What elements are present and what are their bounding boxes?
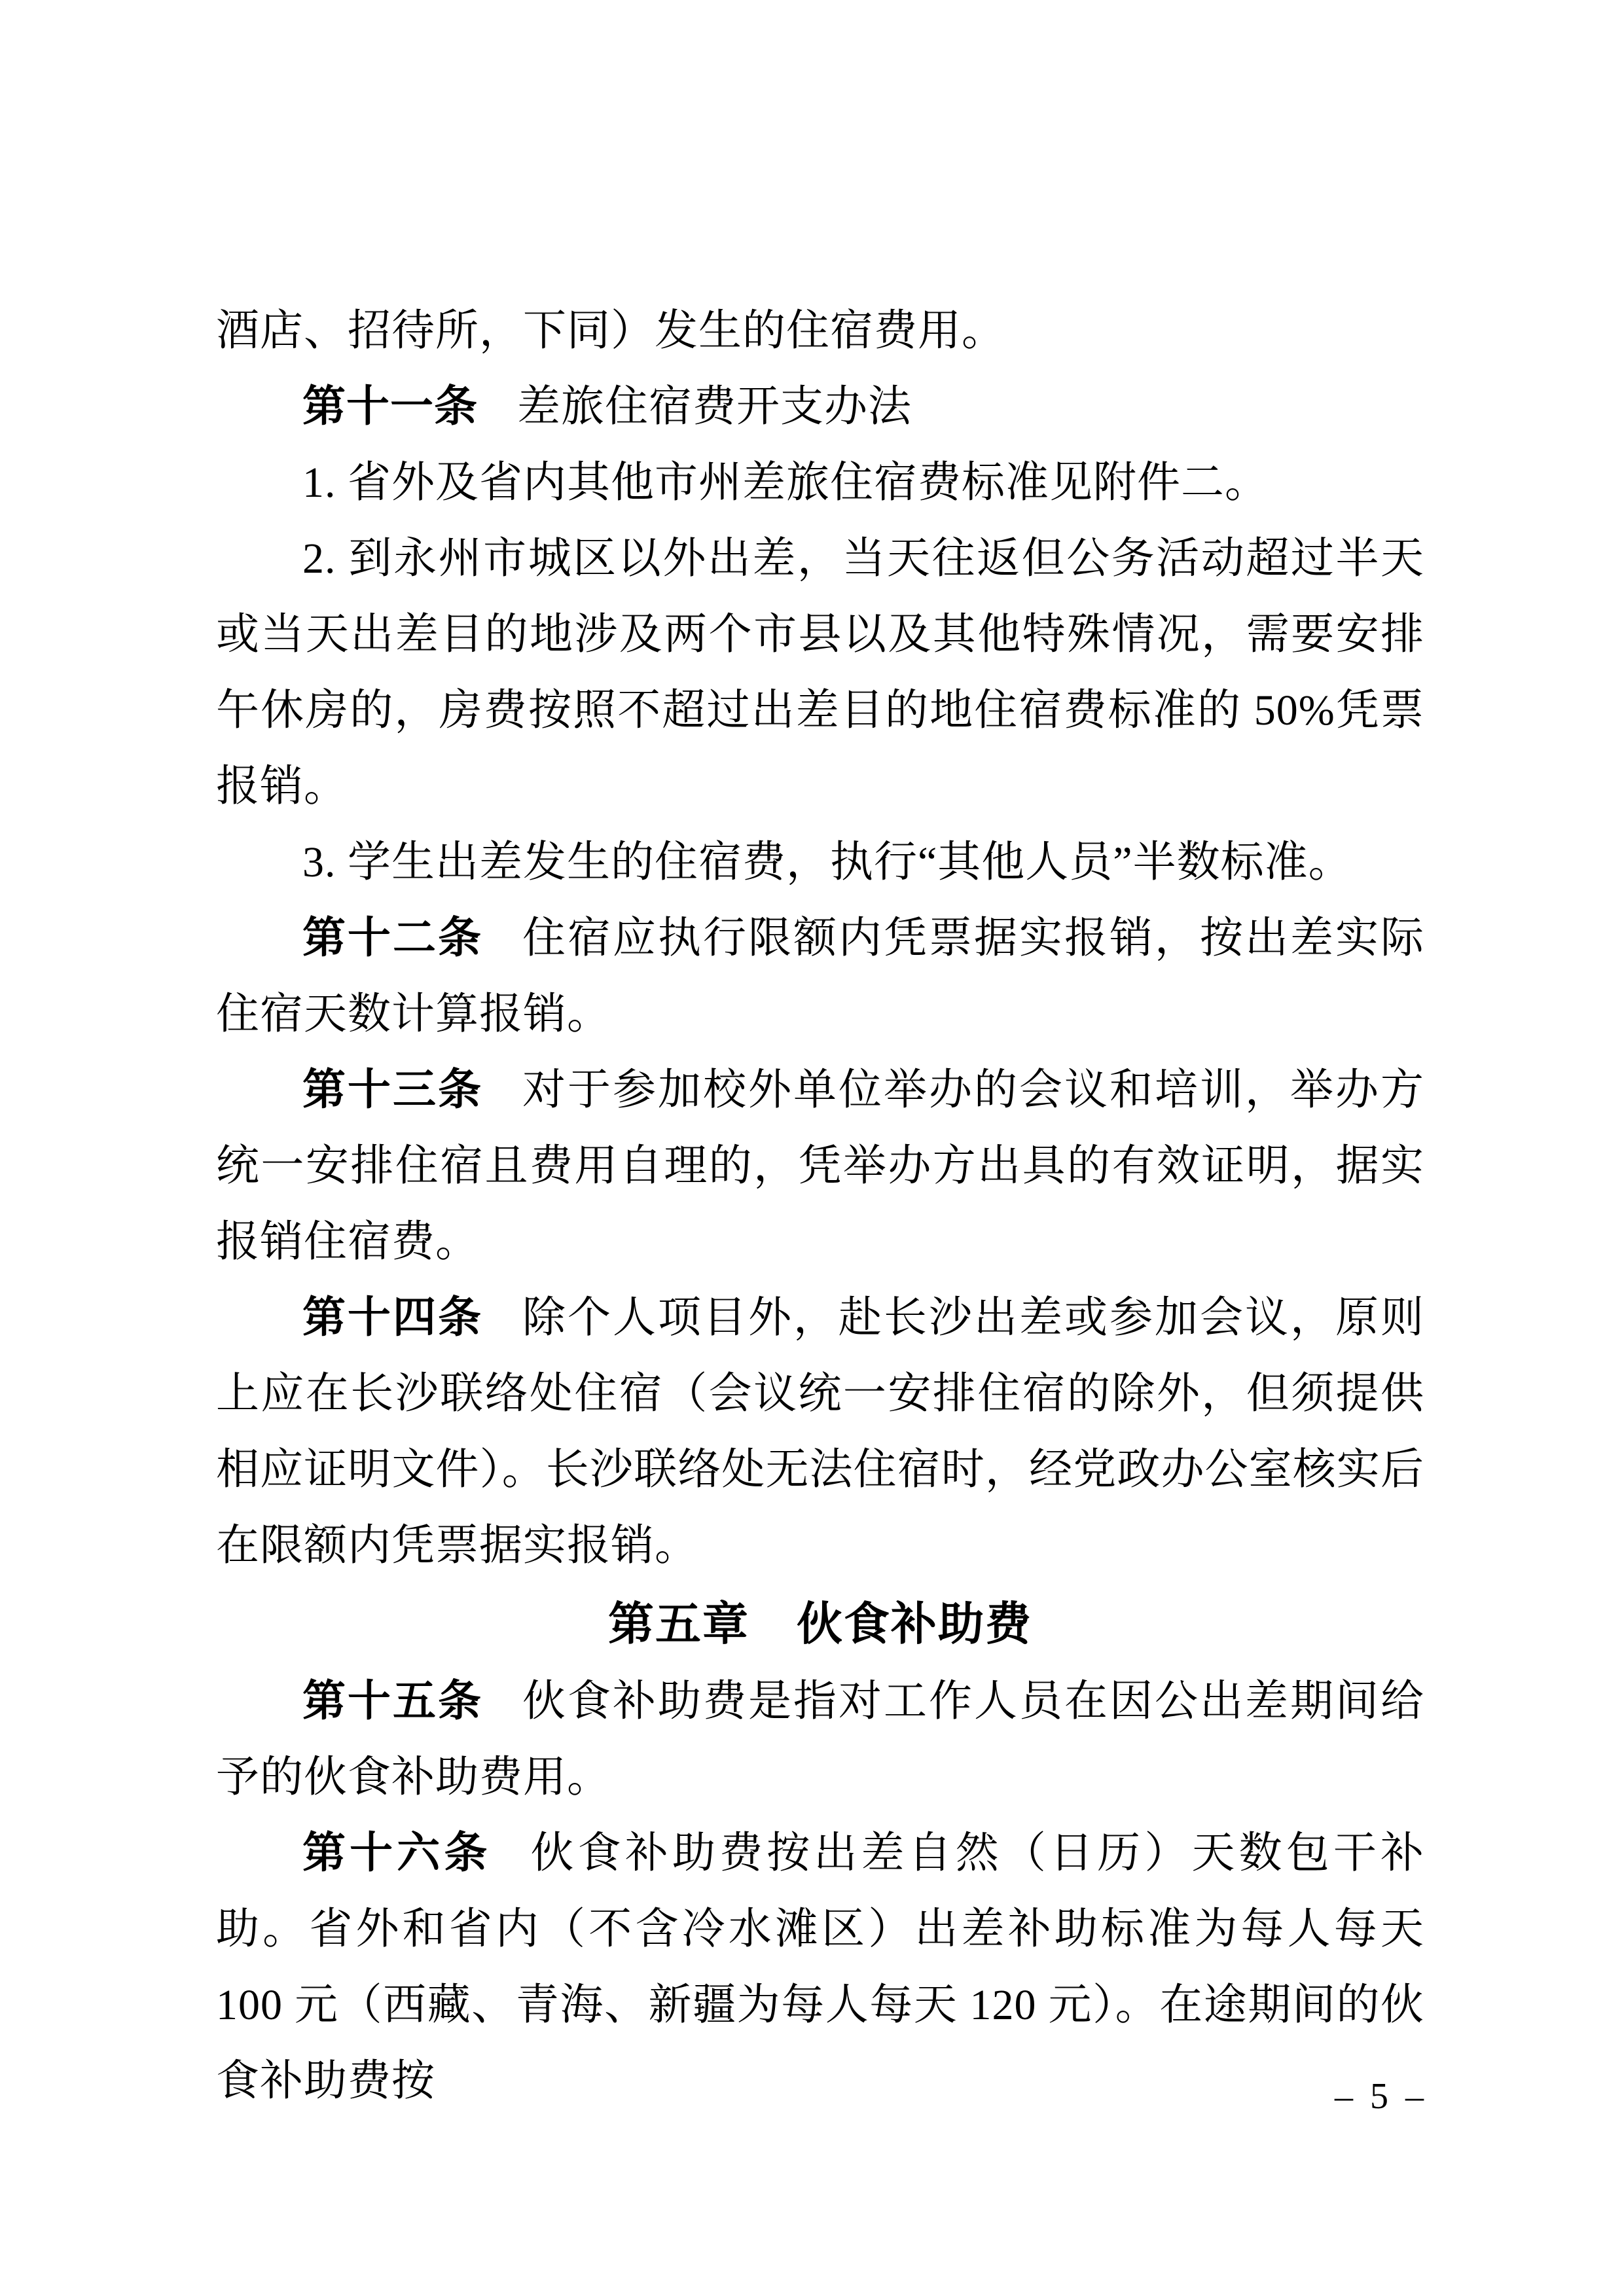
paragraph-text: 差旅住宿费开支办法 xyxy=(517,383,912,431)
paragraph-article-13 xyxy=(216,1052,1424,1280)
paragraph-item-1 xyxy=(216,445,1424,521)
paragraph-text: 3. 学生出差发生的住宿费，执行“其他人员”半数标准。 xyxy=(302,838,1352,886)
paragraph-text: 酒店、招待所，下同）发生的住宿费用。 xyxy=(216,307,1005,355)
paragraph-text: 1. 省外及省内其他市州差旅住宿费标准见附件二。 xyxy=(302,459,1269,507)
paragraph-text: 对于参加校外单位举办的会议和培训，举办方统一安排住宿且费用自理的，凭举办方出具的有效证明，据实报销住宿费。 xyxy=(216,1066,1424,1266)
paragraph-text: 除个人项目外，赴长沙出差或参加会议，原则上应在长沙联络处住宿（会议统一安排住宿的除外，但须提供相应证明文件）。长沙联络处无法住宿时，经党政办公室核实后在限额内凭票据实报销。 xyxy=(216,1294,1424,1570)
paragraph-item-3 xyxy=(216,825,1424,901)
article-lead: 第十四条 xyxy=(302,1294,483,1342)
paragraph-text: 2. 到永州市城区以外出差，当天往返但公务活动超过半天或当天出差目的地涉及两个市县以及其他特殊情况，需要安排午休房的，房费按照不超过出差目的地住宿费标准的 50%凭票报销。 xyxy=(216,535,1424,810)
paragraph-article-11 xyxy=(216,369,1424,445)
article-lead: 第十二条 xyxy=(302,914,483,962)
paragraph-text: 伙食补助费是指对工作人员在因公出差期间给予的伙食补助费用。 xyxy=(216,1677,1424,1801)
paragraph-article-16 xyxy=(216,1816,1424,2119)
paragraph-article-12 xyxy=(216,901,1424,1052)
paragraph xyxy=(216,293,1424,369)
article-lead: 第十六条 xyxy=(302,1829,492,1877)
paragraph-text: 住宿应执行限额内凭票据实报销，按出差实际住宿天数计算报销。 xyxy=(216,914,1424,1038)
article-lead: 第十一条 xyxy=(302,383,478,431)
paragraph-item-2 xyxy=(216,521,1424,825)
paragraph-article-15 xyxy=(216,1664,1424,1816)
article-lead: 第十三条 xyxy=(302,1066,483,1114)
document-body xyxy=(216,293,1424,2119)
paragraph-article-14 xyxy=(216,1280,1424,1584)
page-number: – 5 – xyxy=(1335,2076,1428,2117)
paragraph-text: 伙食补助费按出差自然（日历）天数包干补助。省外和省内（不含冷水滩区）出差补助标准为每人每天 100 元（西藏、青海、新疆为每人每天 120 元）。在途期间的伙食补助费按 xyxy=(216,1829,1425,2105)
article-lead: 第十五条 xyxy=(302,1677,483,1725)
chapter-heading: 第五章 伙食补助费 xyxy=(608,1598,1032,1649)
